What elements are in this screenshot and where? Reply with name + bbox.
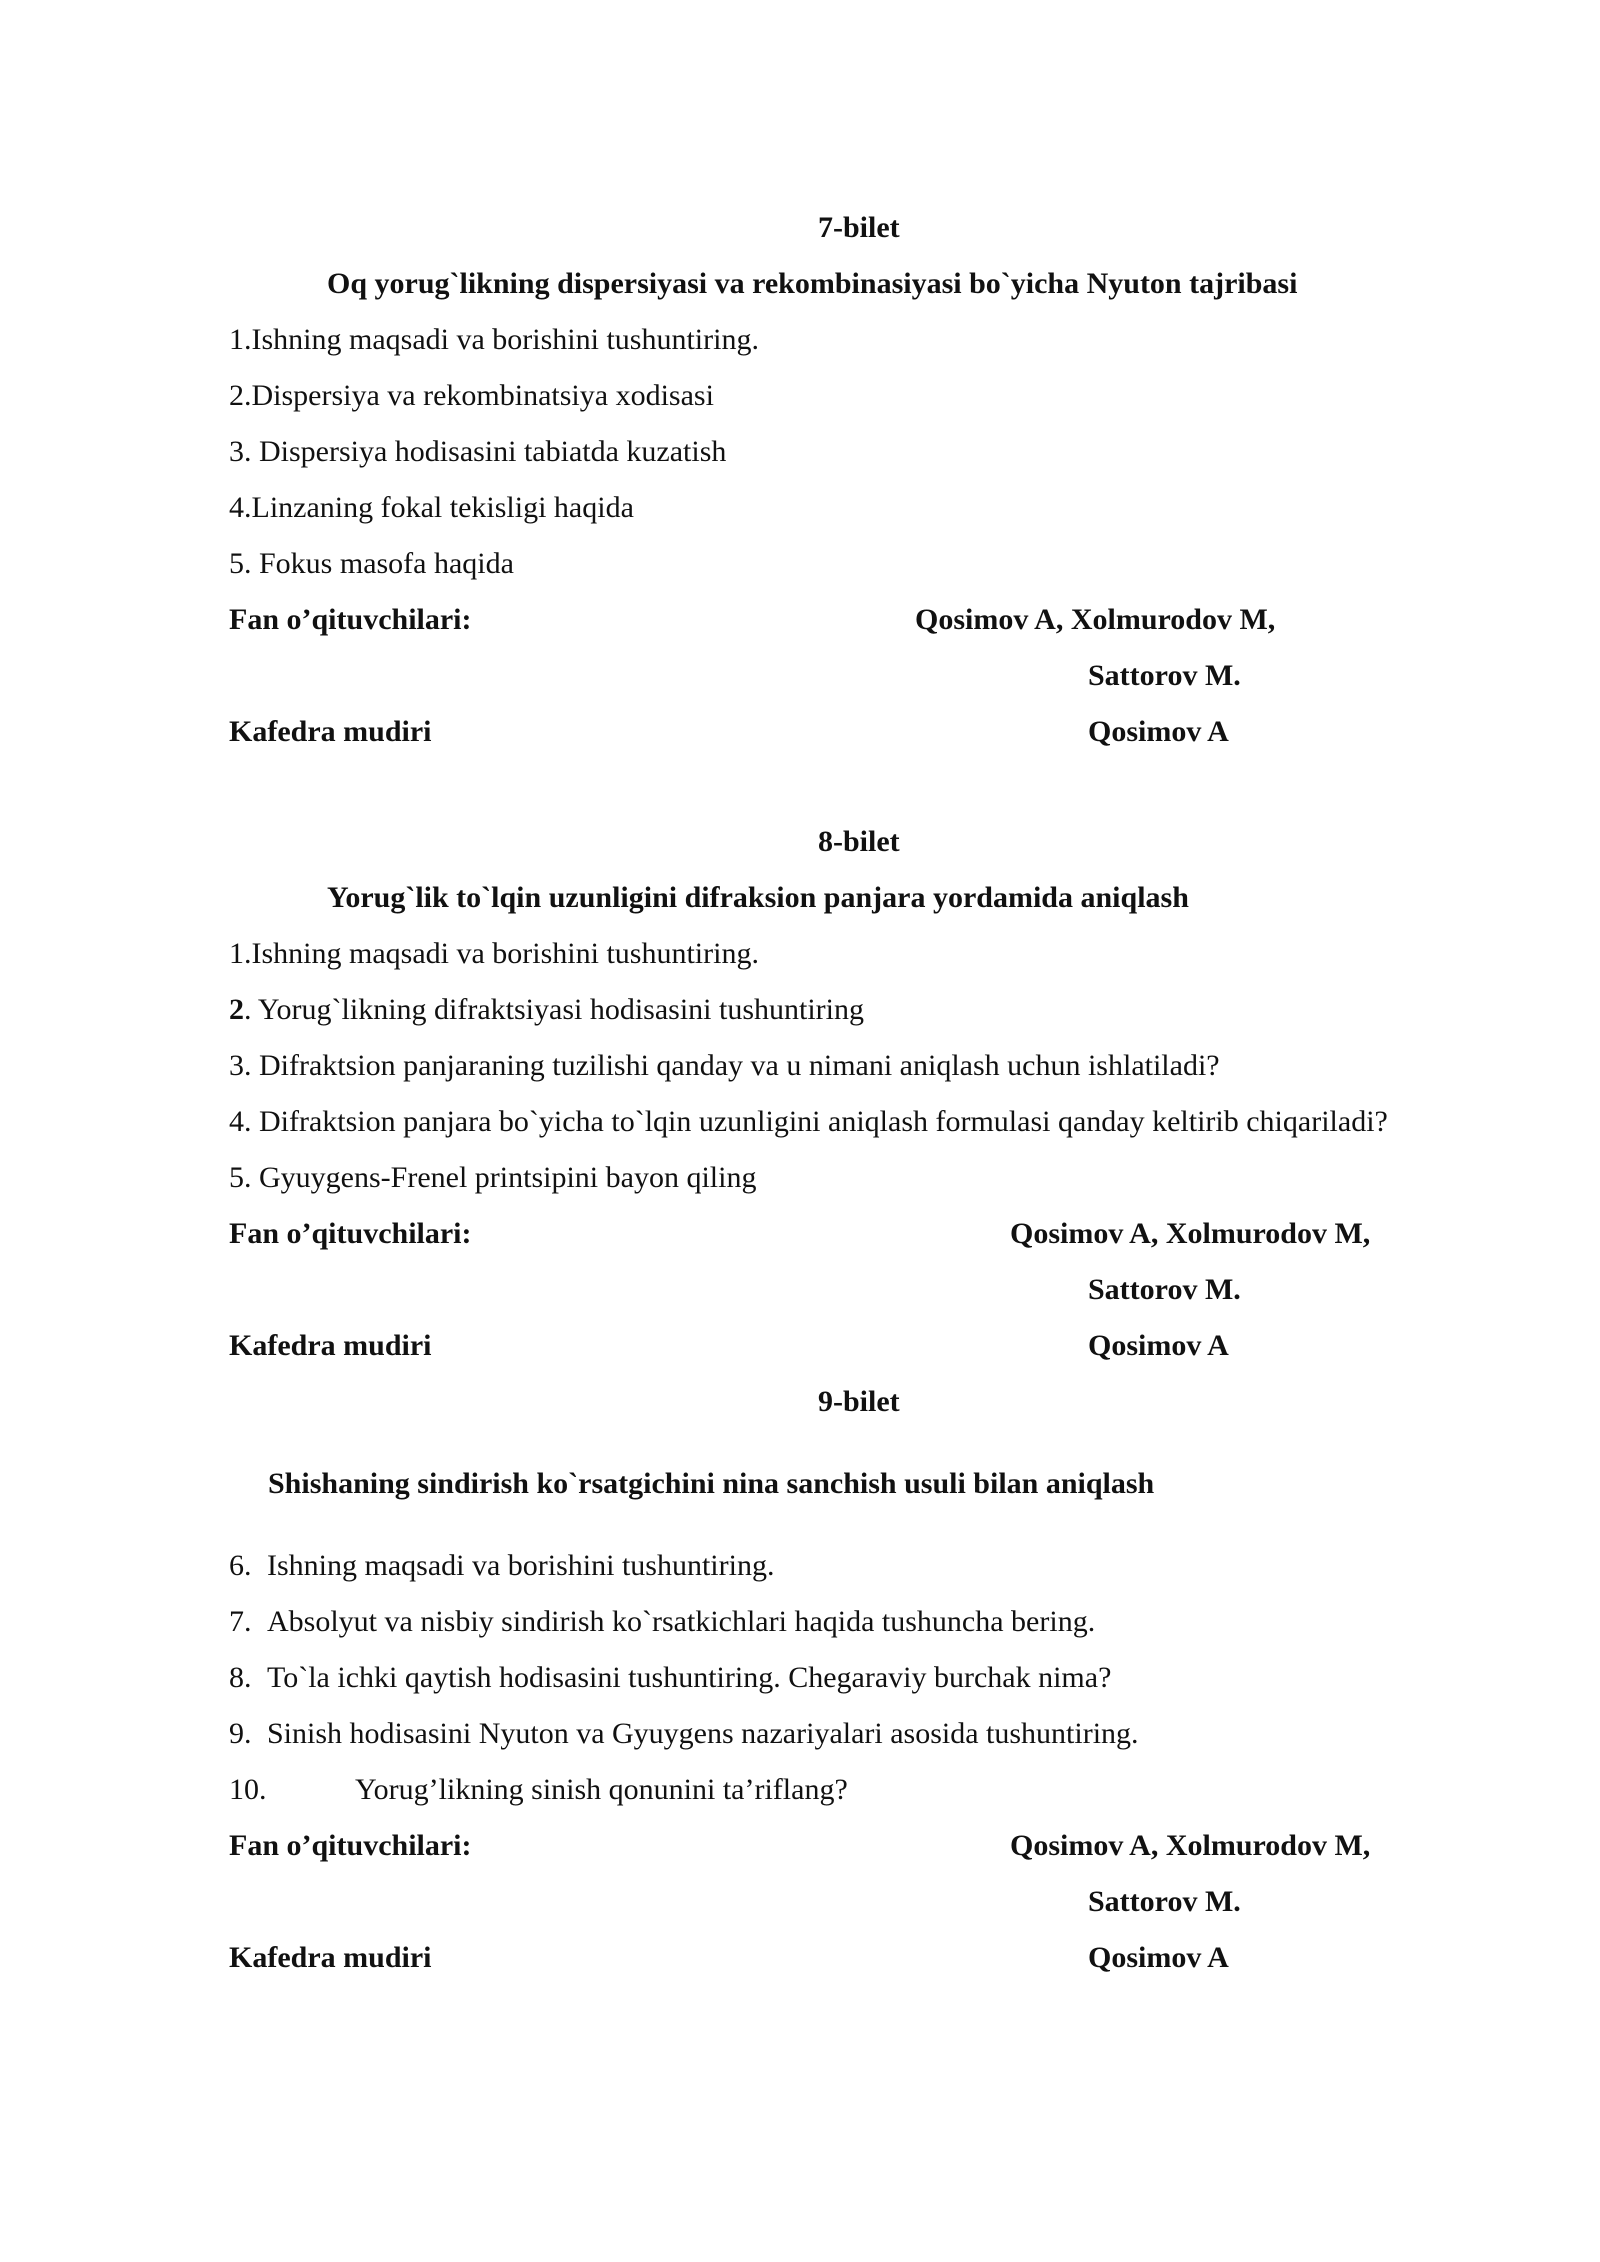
ticket-title: Shishaning sindirish ko`rsatgichini nina sanchish usuli bilan aniqlash [268,1467,1155,1500]
question-text: Absolyut va nisbiy sindirish ko`rsatkichlari haqida tushuncha bering. [267,1605,1096,1638]
question-item [229,1548,774,1584]
head-label: Kafedra mudiri [229,1329,432,1362]
teachers-names: Qosimov A, Xolmurodov M, [1010,1217,1371,1250]
question-item: 5. Fokus masofa haqida [229,547,514,580]
question-item: 5. Gyuygens-Frenel printsipini bayon qiling [229,1161,757,1194]
question-item [229,992,864,1028]
teachers-label: Fan o’qituvchilari: [229,1217,472,1250]
teachers-names-continued: Sattorov M. [1088,659,1241,692]
question-item [229,1660,1111,1696]
question-item [229,1716,1139,1752]
question-text: Sinish hodisasini Nyuton va Gyuygens nazariyalari asosida tushuntiring. [267,1717,1139,1750]
teachers-label: Fan o’qituvchilari: [229,603,472,636]
question-number: 7. [229,1605,252,1638]
ticket-title: Yorug`lik to`lqin uzunligini difraksion panjara yordamida aniqlash [327,881,1189,914]
question-number: 2 [229,993,244,1026]
question-item: 4.Linzaning fokal tekisligi haqida [229,491,634,524]
question-number: 6. [229,1549,252,1582]
head-label: Kafedra mudiri [229,1941,432,1974]
head-name: Qosimov A [1088,715,1229,748]
question-number: 9. [229,1717,252,1750]
head-label: Kafedra mudiri [229,715,432,748]
teachers-names-continued: Sattorov M. [1088,1885,1241,1918]
question-number: 10. [229,1773,267,1806]
question-text: Ishning maqsadi va borishini tushuntiring. [267,1549,775,1582]
question-text: . Yorug`likning difraktsiyasi hodisasini tushuntiring [244,993,865,1026]
question-text: To`la ichki qaytish hodisasini tushuntiring. Chegaraviy burchak nima? [267,1661,1112,1694]
question-item: 3. Difraktsion panjaraning tuzilishi qanday va u nimani aniqlash uchun ishlatiladi? [229,1049,1220,1082]
question-item [229,1604,1095,1640]
question-item [229,1772,848,1808]
ticket-number: 7-bilet [818,211,900,244]
question-number: 8. [229,1661,252,1694]
teachers-names: Qosimov A, Xolmurodov M, [915,603,1276,636]
question-item: 4. Difraktsion panjara bo`yicha to`lqin uzunligini aniqlash formulasi qanday keltirib chiqariladi? [229,1105,1388,1138]
head-name: Qosimov A [1088,1941,1229,1974]
teachers-label: Fan o’qituvchilari: [229,1829,472,1862]
ticket-number: 9-bilet [818,1385,900,1418]
head-name: Qosimov A [1088,1329,1229,1362]
question-item: 1.Ishning maqsadi va borishini tushuntiring. [229,937,759,970]
question-item: 1.Ishning maqsadi va borishini tushuntiring. [229,323,759,356]
ticket-number: 8-bilet [818,825,900,858]
question-text: Yorug’likning sinish qonunini ta’riflang? [355,1773,848,1806]
teachers-names-continued: Sattorov M. [1088,1273,1241,1306]
question-item: 2.Dispersiya va rekombinatsiya xodisasi [229,379,714,412]
ticket-title: Oq yorug`likning dispersiyasi va rekombinasiyasi bo`yicha Nyuton tajribasi [327,267,1298,300]
question-item: 3. Dispersiya hodisasini tabiatda kuzatish [229,435,727,468]
teachers-names: Qosimov A, Xolmurodov M, [1010,1829,1371,1862]
